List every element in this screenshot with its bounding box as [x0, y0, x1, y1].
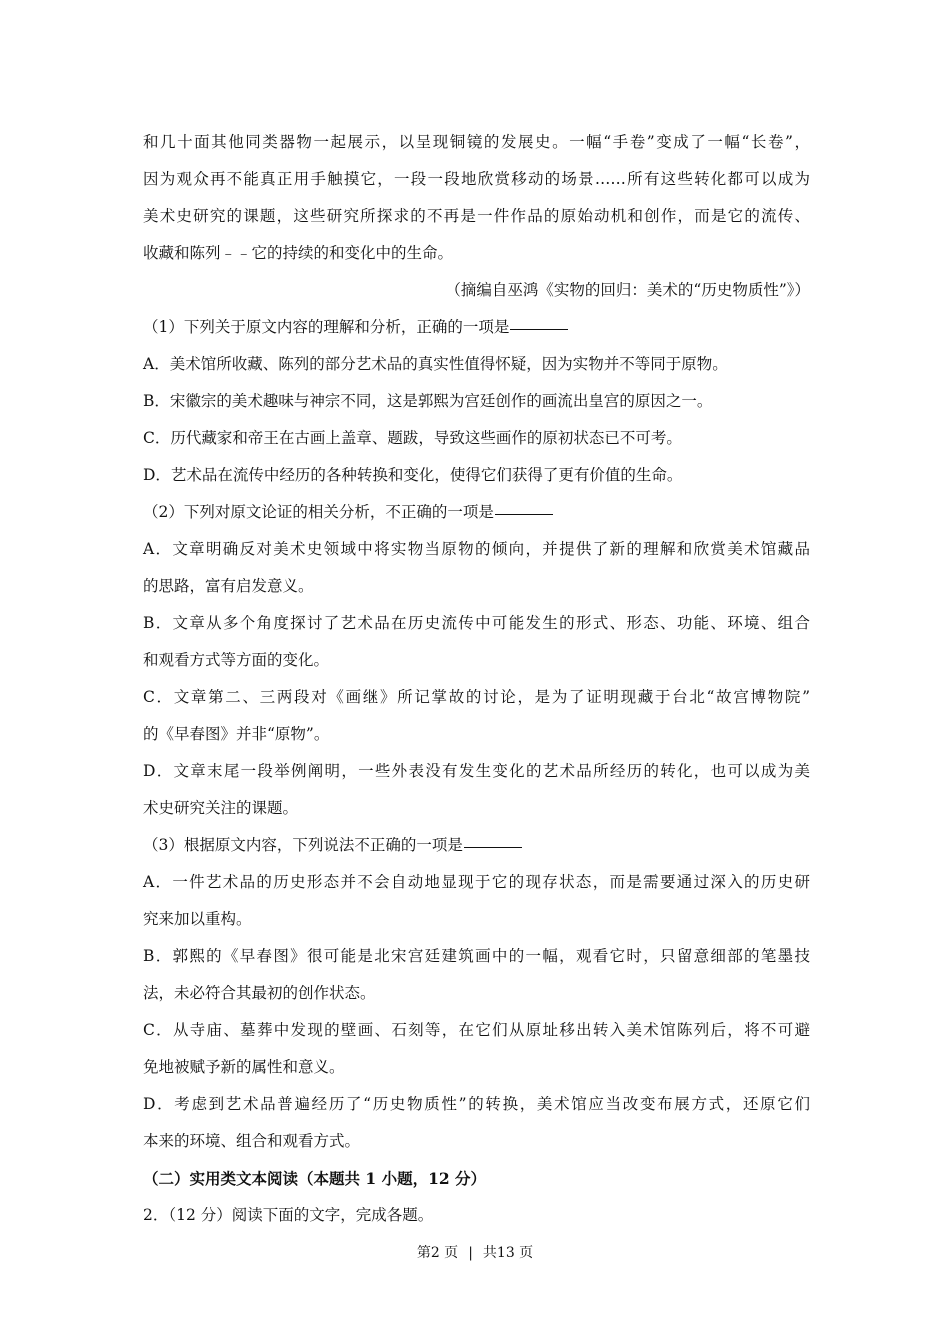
- option-3a-line-1: A．一件艺术品的历史形态并不会自动地显现于它的现存状态，而是需要通过深入的历史研: [143, 873, 810, 891]
- option-3c-line-2: 免地被赋予新的属性和意义。: [143, 1058, 345, 1076]
- option-3d-line-1: D．考虑到艺术品普遍经历了“历史物质性”的转换，美术馆应当改变布展方式，还原它们: [143, 1095, 810, 1113]
- question-stem-text: （2）下列对原文论证的相关分析，不正确的一项是: [143, 503, 494, 521]
- option-3b-line-2: 法，未必符合其最初的创作状态。: [143, 984, 376, 1002]
- option-2b-line-2: 和观看方式等方面的变化。: [143, 651, 330, 669]
- answer-blank: [464, 846, 522, 848]
- question-stem-text: （3）根据原文内容，下列说法不正确的一项是: [143, 836, 463, 854]
- question-stem-3: [143, 827, 810, 864]
- answer-blank: [510, 328, 568, 330]
- page-body: [143, 124, 810, 1234]
- option-2c-line-2: 的《早春图》并非“原物”。: [143, 725, 330, 743]
- option-1c: C．历代藏家和帝王在古画上盖章、题跋，导致这些画作的原初状态已不可考。: [143, 429, 682, 447]
- section-heading: （二）实用类文本阅读（本题共 1 小题，12 分）: [143, 1169, 487, 1188]
- option-1d: D．艺术品在流传中经历的各种转换和变化，使得它们获得了更有价值的生命。: [143, 466, 683, 484]
- option-1a: A．美术馆所收藏、陈列的部分艺术品的真实性值得怀疑，因为实物并不等同于原物。: [143, 355, 728, 373]
- footer-separator: |: [468, 1245, 473, 1261]
- intro-line: 和几十面其他同类器物一起展示，以呈现铜镜的发展史。一幅“手卷”变成了一幅“长卷”，: [143, 133, 810, 151]
- option-2d-line-2: 术史研究关注的课题。: [143, 799, 299, 817]
- option-2d-line-1: D．文章末尾一段举例阐明，一些外表没有发生变化的艺术品所经历的转化，也可以成为美: [143, 762, 810, 780]
- page-footer: [0, 1242, 950, 1264]
- question-stem-2: [143, 494, 810, 531]
- intro-line: 美术史研究的课题，这些研究所探求的不再是一件作品的原始动机和创作，而是它的流传、: [143, 207, 810, 225]
- option-2c-line-1: C．文章第二、三两段对《画继》所记掌故的讨论，是为了证明现藏于台北“故宫博物院”: [143, 688, 810, 706]
- task-instruction: 2．（12 分）阅读下面的文字，完成各题。: [143, 1206, 434, 1224]
- source-citation: （摘编自巫鸿《实物的回归：美术的“历史物质性”》）: [445, 281, 810, 299]
- question-stem-1: [143, 309, 810, 346]
- option-1b: B．宋徽宗的美术趣味与神宗不同，这是郭熙为宫廷创作的画流出皇宫的原因之一。: [143, 392, 713, 410]
- option-2a-line-2: 的思路，富有启发意义。: [143, 577, 314, 595]
- answer-blank: [495, 513, 553, 515]
- option-3d-line-2: 本来的环境、组合和观看方式。: [143, 1132, 361, 1150]
- question-stem-text: （1）下列关于原文内容的理解和分析，正确的一项是: [143, 318, 510, 336]
- intro-line: 因为观众再不能真正用手触摸它，一段一段地欣赏移动的场景……所有这些转化都可以成为: [143, 170, 810, 188]
- option-3b-line-1: B．郭熙的《早春图》很可能是北宋宫廷建筑画中的一幅，观看它时，只留意细部的笔墨技: [143, 947, 810, 965]
- intro-line: 收藏和陈列﹣﹣它的持续的和变化中的生命。: [143, 244, 454, 262]
- total-pages: 共13 页: [482, 1245, 534, 1261]
- option-3c-line-1: C．从寺庙、墓葬中发现的壁画、石刻等，在它们从原址移出转入美术馆陈列后，将不可避: [143, 1021, 810, 1039]
- option-2b-line-1: B．文章从多个角度探讨了艺术品在历史流传中可能发生的形式、形态、功能、环境、组合: [143, 614, 810, 632]
- option-2a-line-1: A．文章明确反对美术史领域中将实物当原物的倾向，并提供了新的理解和欣赏美术馆藏品: [143, 540, 810, 558]
- page-number: 第2 页: [416, 1245, 459, 1261]
- option-3a-line-2: 究来加以重构。: [143, 910, 252, 928]
